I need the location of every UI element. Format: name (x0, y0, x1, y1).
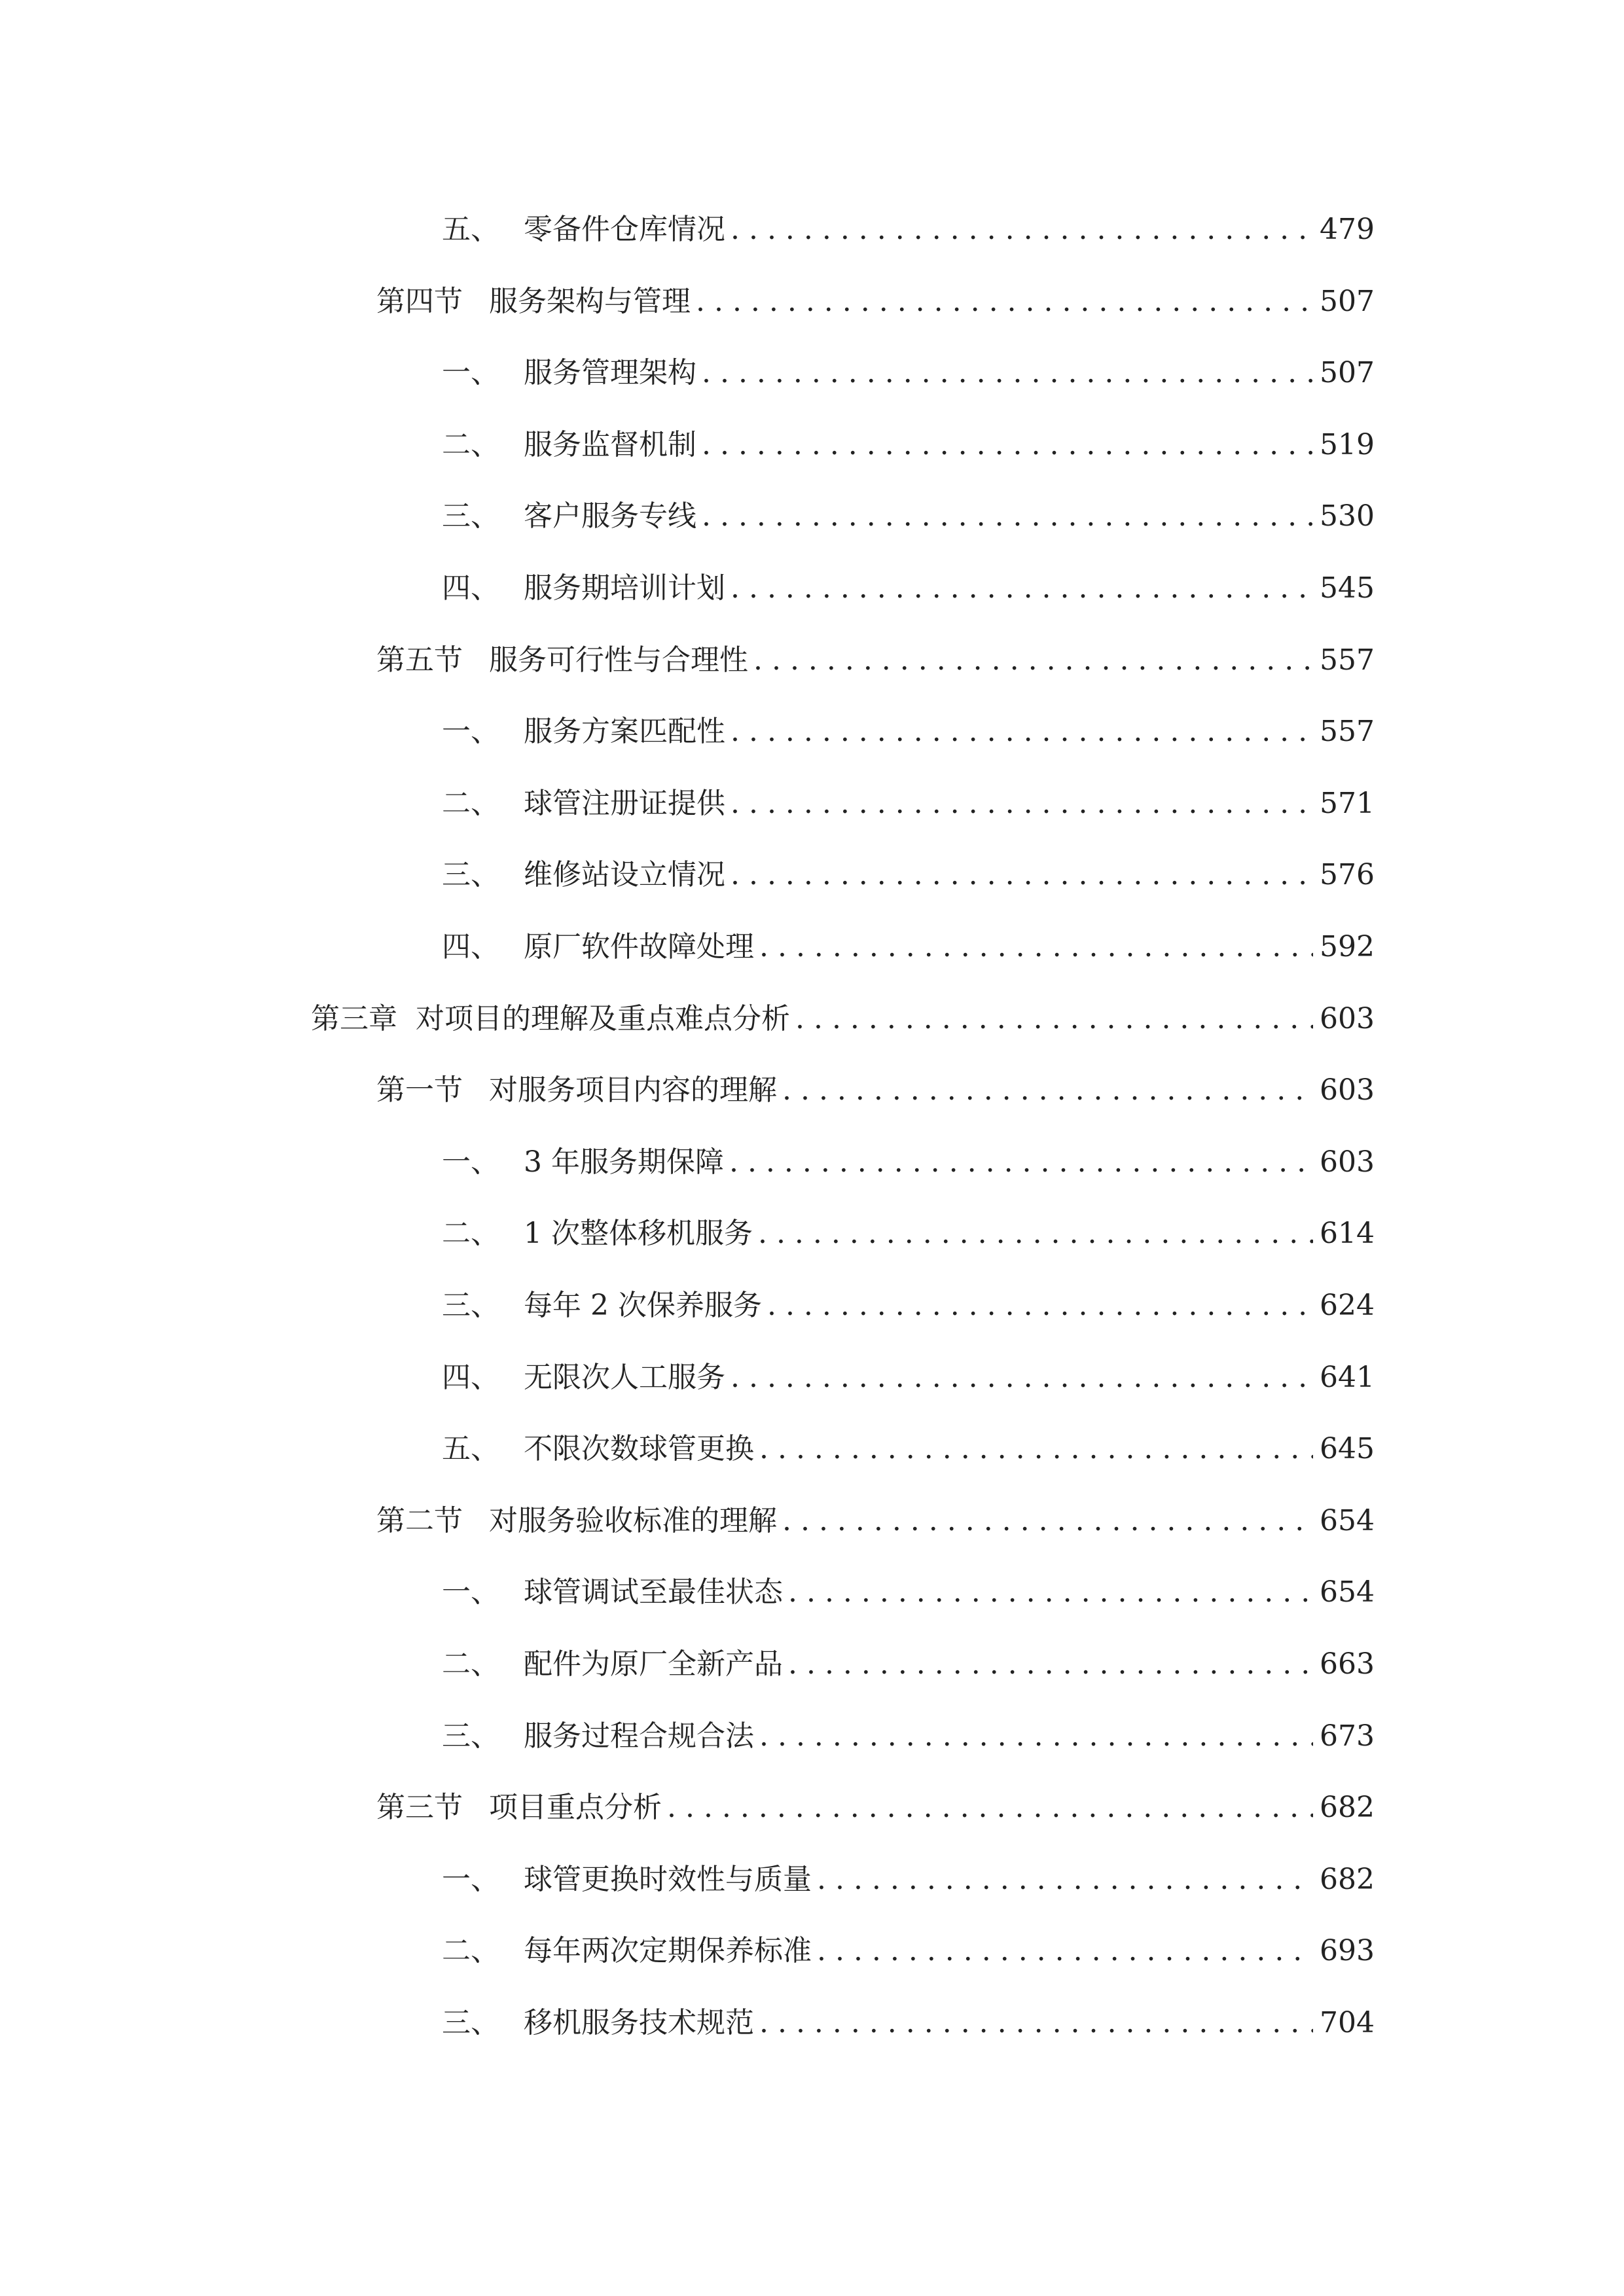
toc-leader-dots (759, 1710, 1313, 1763)
toc-entry-page-number: 603 (1320, 1145, 1375, 1179)
toc-entry-page-number: 592 (1320, 930, 1375, 963)
toc-entry-number: 二、 (442, 427, 499, 461)
toc-entry-page-number: 557 (1320, 643, 1375, 677)
toc-entry-number: 五、 (442, 1432, 499, 1466)
toc-entry-title: 服务过程合规合法 (524, 1719, 754, 1753)
toc-entry-page-number: 507 (1320, 284, 1375, 318)
toc-entry[interactable] (442, 1423, 1375, 1475)
toc-entry-number: 一、 (442, 356, 499, 390)
toc-entry[interactable] (442, 1352, 1375, 1404)
toc-entry[interactable] (311, 993, 1375, 1045)
toc-entry-number: 第一节 (376, 1073, 463, 1107)
toc-entry[interactable] (376, 1064, 1375, 1117)
toc-entry-number: 一、 (442, 1575, 499, 1609)
toc-entry-page-number: 507 (1320, 356, 1375, 390)
toc-entry-title: 3 年服务期保障 (524, 1145, 724, 1179)
toc-leader-dots (731, 1352, 1313, 1404)
toc-leader-dots (702, 347, 1313, 399)
toc-leader-dots (759, 921, 1313, 973)
toc-entry[interactable] (442, 347, 1375, 399)
toc-entry[interactable] (442, 562, 1375, 615)
toc-entry-title: 配件为原厂全新产品 (524, 1647, 783, 1681)
toc-entry[interactable] (442, 1566, 1375, 1619)
toc-entry-page-number: 545 (1320, 571, 1375, 605)
toc-leader-dots (758, 1208, 1313, 1260)
toc-entry-title: 球管注册证提供 (524, 786, 725, 820)
toc-entry-page-number: 519 (1320, 427, 1375, 461)
toc-entry-title: 无限次人工服务 (524, 1360, 725, 1394)
toc-leader-dots (731, 778, 1313, 830)
toc-entry-number: 一、 (442, 1862, 499, 1896)
toc-leader-dots (767, 1280, 1313, 1332)
toc-entry-page-number: 571 (1320, 786, 1375, 820)
toc-entry-number: 二、 (442, 1647, 499, 1681)
toc-entry[interactable] (442, 706, 1375, 758)
toc-entry-number: 四、 (442, 571, 499, 605)
toc-entry-title: 客户服务专线 (524, 499, 696, 533)
toc-entry-title: 1 次整体移机服务 (524, 1217, 753, 1251)
toc-entry-title: 对服务验收标准的理解 (489, 1503, 777, 1537)
toc-entry-number: 一、 (442, 715, 499, 749)
toc-entry-page-number: 479 (1320, 213, 1375, 246)
toc-entry-title: 每年两次定期保养标准 (524, 1934, 812, 1968)
toc-leader-dots (759, 1423, 1313, 1475)
toc-entry-page-number: 682 (1320, 1791, 1375, 1825)
toc-leader-dots (667, 1782, 1313, 1834)
toc-entry-page-number: 654 (1320, 1575, 1375, 1609)
toc-leader-dots (782, 1495, 1313, 1547)
toc-entry-page-number: 624 (1320, 1289, 1375, 1322)
toc-entry-title: 球管更换时效性与质量 (524, 1862, 812, 1896)
toc-entry[interactable] (442, 1280, 1375, 1332)
toc-leader-dots (782, 1064, 1313, 1117)
toc-leader-dots (759, 1997, 1313, 2049)
toc-entry-number: 第三节 (376, 1791, 463, 1825)
toc-leader-dots (731, 562, 1313, 615)
toc-entry[interactable] (442, 1136, 1375, 1189)
toc-entry-number: 三、 (442, 858, 499, 892)
toc-entry-title: 对服务项目内容的理解 (489, 1073, 777, 1107)
toc-entry-number: 第二节 (376, 1503, 463, 1537)
toc-entry-title: 零备件仓库情况 (524, 213, 725, 246)
toc-entry-number: 第三章 (311, 1001, 397, 1035)
toc-entry-title: 对项目的理解及重点难点分析 (416, 1001, 790, 1035)
toc-entry-page-number: 654 (1320, 1503, 1375, 1537)
toc-leader-dots (696, 276, 1313, 328)
toc-leader-dots (702, 490, 1313, 543)
toc-entry-number: 四、 (442, 1360, 499, 1394)
toc-entry-title: 服务管理架构 (524, 356, 696, 390)
toc-entry-title: 服务可行性与合理性 (489, 643, 748, 677)
toc-entry-title: 服务期培训计划 (524, 571, 725, 605)
toc-entry-page-number: 704 (1320, 2006, 1375, 2039)
toc-entry[interactable] (442, 1208, 1375, 1260)
toc-entry[interactable] (442, 1997, 1375, 2049)
toc-entry-number: 一、 (442, 1145, 499, 1179)
toc-leader-dots (731, 706, 1313, 758)
toc-entry-title: 每年 2 次保养服务 (524, 1289, 762, 1322)
toc-entry-number: 二、 (442, 1217, 499, 1251)
toc-leader-dots (795, 993, 1313, 1045)
toc-entry[interactable] (442, 1925, 1375, 1977)
toc-entry[interactable] (442, 1638, 1375, 1691)
toc-leader-dots (702, 419, 1313, 471)
toc-entry-title: 服务架构与管理 (489, 284, 691, 318)
toc-entry-number: 四、 (442, 930, 499, 963)
toc-leader-dots (788, 1566, 1313, 1619)
toc-entry[interactable] (376, 276, 1375, 328)
toc-entry-page-number: 673 (1320, 1719, 1375, 1753)
toc-entry-page-number: 614 (1320, 1217, 1375, 1251)
toc-entry[interactable] (442, 1710, 1375, 1763)
toc-entry[interactable] (442, 849, 1375, 901)
toc-entry-page-number: 682 (1320, 1862, 1375, 1896)
toc-entry-number: 第四节 (376, 284, 463, 318)
toc-entry-number: 三、 (442, 499, 499, 533)
toc-entry-page-number: 603 (1320, 1001, 1375, 1035)
toc-leader-dots (817, 1854, 1313, 1906)
toc-entry-number: 第五节 (376, 643, 463, 677)
toc-entry-number: 三、 (442, 1289, 499, 1322)
toc-entry-title: 项目重点分析 (489, 1791, 662, 1825)
toc-leader-dots (729, 1136, 1313, 1189)
toc-entry-page-number: 693 (1320, 1934, 1375, 1968)
toc-entry-number: 五、 (442, 213, 499, 246)
toc-entry-title: 原厂软件故障处理 (524, 930, 754, 963)
toc-entry[interactable] (376, 1782, 1375, 1834)
toc-leader-dots (731, 849, 1313, 901)
toc-leader-dots (753, 634, 1313, 687)
toc-entry-page-number: 530 (1320, 499, 1375, 533)
toc-entry[interactable] (442, 490, 1375, 543)
toc-entry-page-number: 663 (1320, 1647, 1375, 1681)
toc-entry-number: 二、 (442, 1934, 499, 1968)
toc-entry-page-number: 645 (1320, 1432, 1375, 1466)
toc-entry-page-number: 603 (1320, 1073, 1375, 1107)
toc-leader-dots (817, 1925, 1313, 1977)
toc-entry-title: 移机服务技术规范 (524, 2006, 754, 2039)
toc-entry[interactable] (442, 778, 1375, 830)
toc-entry-number: 三、 (442, 1719, 499, 1753)
toc-entry[interactable] (442, 1854, 1375, 1906)
toc-entry-page-number: 576 (1320, 858, 1375, 892)
toc-leader-dots (731, 204, 1313, 256)
toc-entry-title: 维修站设立情况 (524, 858, 725, 892)
toc-entry[interactable] (442, 921, 1375, 973)
toc-entry-page-number: 557 (1320, 715, 1375, 749)
toc-entry-page-number: 641 (1320, 1360, 1375, 1394)
toc-entry-title: 不限次数球管更换 (524, 1432, 754, 1466)
toc-entry-number: 三、 (442, 2006, 499, 2039)
toc-entry-title: 服务方案匹配性 (524, 715, 725, 749)
toc-entry[interactable] (376, 634, 1375, 687)
toc-entry-number: 二、 (442, 786, 499, 820)
toc-leader-dots (788, 1638, 1313, 1691)
toc-entry[interactable] (442, 204, 1375, 256)
toc-entry[interactable] (442, 419, 1375, 471)
toc-entry-title: 服务监督机制 (524, 427, 696, 461)
toc-entry[interactable] (376, 1495, 1375, 1547)
toc-entry-title: 球管调试至最佳状态 (524, 1575, 783, 1609)
